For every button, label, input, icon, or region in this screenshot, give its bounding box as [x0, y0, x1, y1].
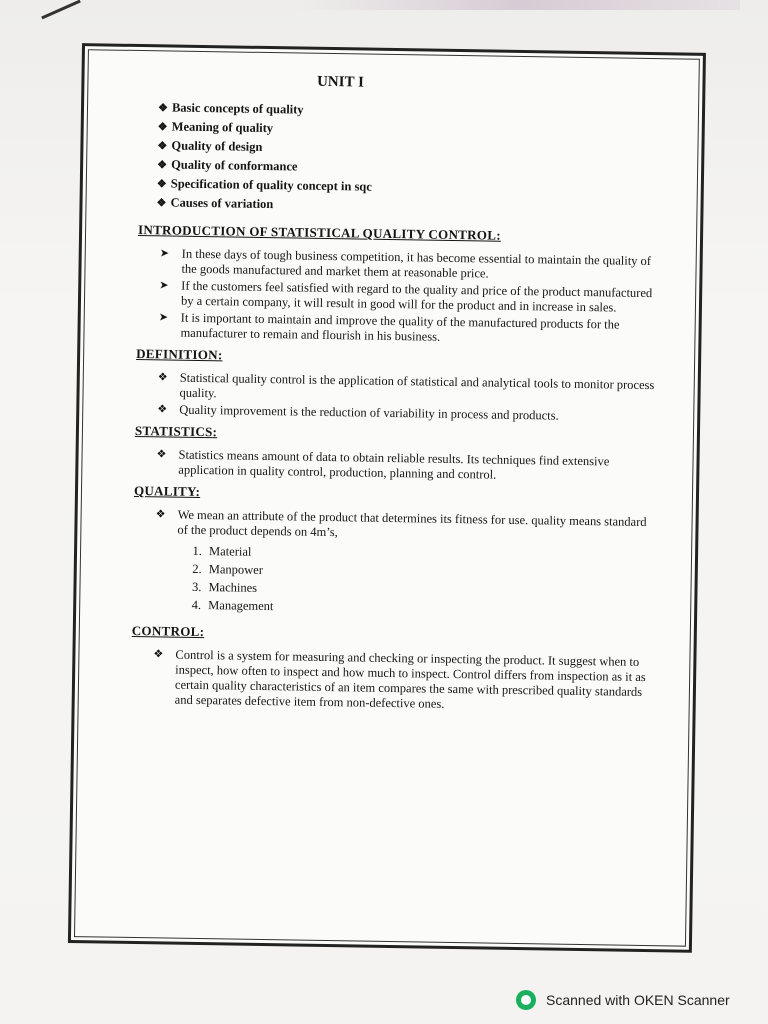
diamond-bullet-icon: ❖	[155, 508, 166, 521]
statistics-point: ❖ Statistics means amount of data to obtain reliable results. Its techniques find extensive application in quality control, production, planning and control.	[156, 447, 610, 482]
definition-point: ❖ Quality improvement is the reduction of variability in process and products.	[157, 402, 559, 423]
diamond-bullet-icon: ❖	[156, 197, 167, 210]
unit-title: UNIT I	[316, 73, 364, 91]
definition-heading: DEFINITION:	[136, 345, 223, 363]
scanner-logo-icon	[516, 990, 536, 1010]
scanner-watermark	[516, 990, 730, 1010]
diamond-bullet-icon: ❖	[157, 140, 168, 153]
list-item: 4. Management	[204, 596, 652, 621]
topic-item: ❖ Meaning of quality	[157, 119, 274, 136]
arrow-bullet-icon: ➤	[159, 279, 169, 292]
intro-heading: INTRODUCTION OF STATISTICAL QUALITY CONTROL:	[137, 222, 502, 243]
arrow-bullet-icon: ➤	[158, 311, 169, 324]
topic-list	[156, 98, 660, 220]
diamond-bullet-icon: ❖	[157, 102, 168, 115]
diamond-bullet-icon: ❖	[157, 159, 168, 172]
diamond-bullet-icon: ❖	[156, 448, 167, 461]
topic-item: ❖ Quality of design	[157, 138, 263, 154]
statistics-heading: STATISTICS:	[134, 422, 218, 440]
topic-item: ❖ Basic concepts of quality	[157, 100, 304, 117]
diamond-bullet-icon: ❖	[157, 403, 168, 416]
diamond-bullet-icon: ❖	[153, 648, 164, 661]
topic-item: ❖ Specification of quality concept in sqc	[156, 176, 372, 194]
diamond-bullet-icon: ❖	[157, 121, 168, 134]
four-m-list	[204, 542, 653, 621]
list-item: 1. Material	[205, 542, 653, 567]
list-item: 3. Machines	[204, 578, 652, 603]
intro-point: ➤ In these days of tough business competition, it has become essential to maintain the quality of the goods manufactured and market them at reasonable price.	[159, 246, 652, 281]
quality-heading: QUALITY:	[133, 482, 201, 500]
paper-edge-strip	[300, 0, 740, 10]
diamond-bullet-icon: ❖	[156, 178, 167, 191]
topic-item: ❖ Causes of variation	[156, 195, 274, 212]
intro-point: ➤ If the customers feel satisfied with regard to the quality and price of the product manufactured by a certain company, it will result in good will for the product and in increase in sales.	[159, 278, 653, 315]
intro-point: ➤ It is important to maintain and improve the quality of the manufactured products for the manufacturer to remain and flourish in his business.	[158, 310, 620, 344]
quality-point: ❖ We mean an attribute of the product that determines its fitness for use. quality means standard of the product depends on 4m’s,	[155, 507, 647, 540]
page-content	[131, 71, 661, 717]
definition-point: ❖ Statistical quality control is the application of statistical and analytical tools to monitor process quality.	[157, 370, 655, 401]
diamond-bullet-icon: ❖	[157, 371, 168, 384]
topic-item: ❖ Quality of conformance	[157, 157, 298, 174]
control-point: ❖ Control is a system for measuring and checking or inspecting the product. It suggest when to inspect, how often to inspect and how much to inspect. Control differs from inspection as it as certain quality characteristics of an item compares the same with prescribed quality standards and separates defective item from non-defective ones.	[153, 647, 646, 711]
document-page	[68, 43, 706, 953]
scanner-watermark-text: Scanned with OKEN Scanner	[546, 992, 730, 1008]
control-heading: CONTROL:	[131, 622, 205, 640]
arrow-bullet-icon: ➤	[159, 247, 170, 260]
list-item: 2. Manpower	[205, 560, 653, 585]
